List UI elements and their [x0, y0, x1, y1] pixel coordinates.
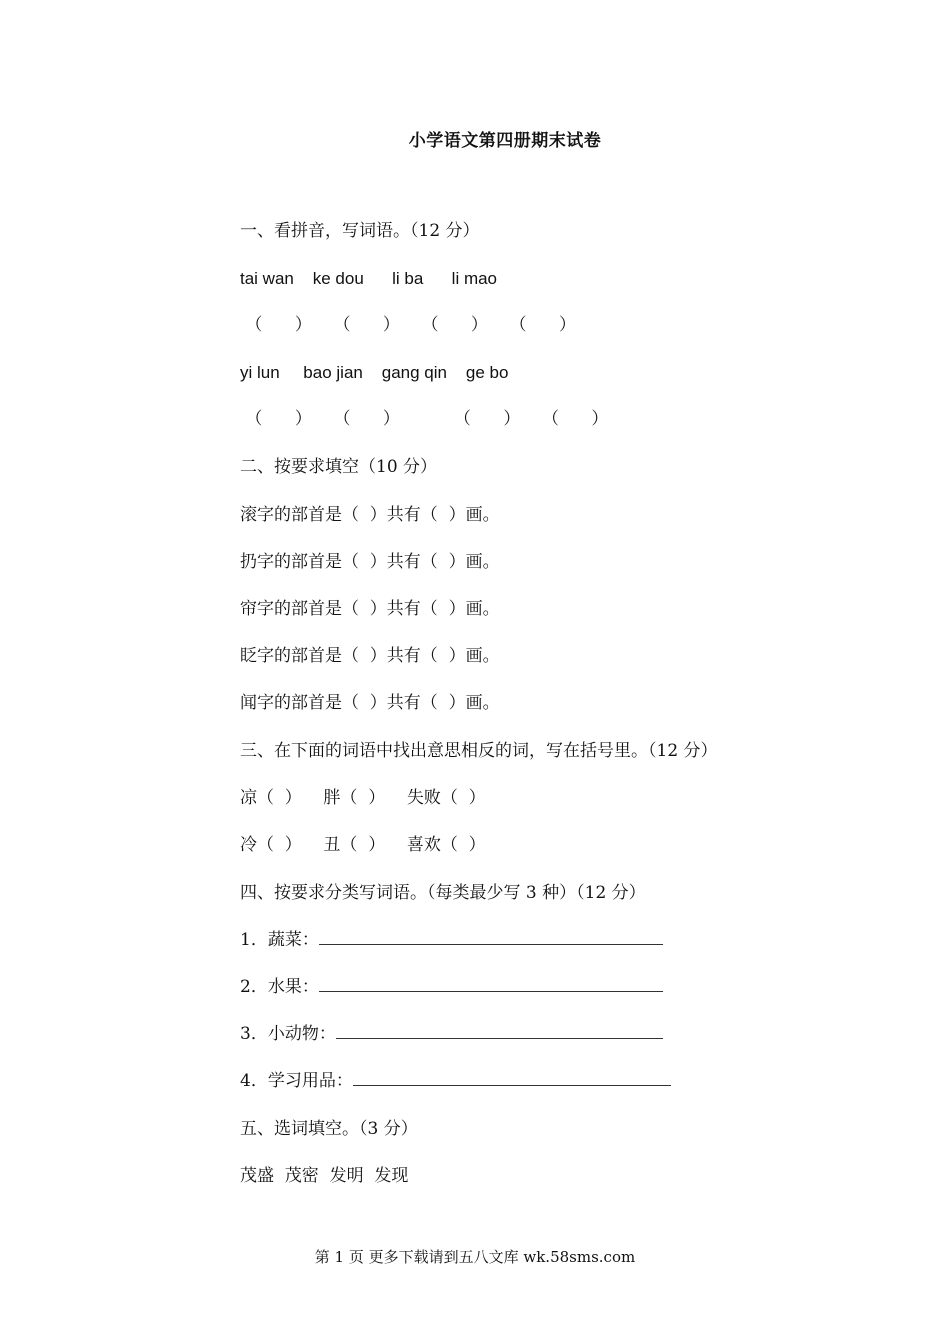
section-2-heading: 二、按要求填空（10 分）: [240, 457, 438, 477]
radical-question-5: 闻字的部首是（ ）共有（ ）画。: [240, 693, 500, 713]
pinyin-row-2: yi lun bao jian gang qin ge bo: [240, 363, 509, 382]
page-footer: 第 1 页 更多下载请到五八文库 wk.58sms.com: [314, 1248, 636, 1266]
answer-line[interactable]: [353, 1071, 671, 1086]
category-school-supplies: [240, 1070, 671, 1092]
answer-parens-row-1: （ ） （ ） （ ） （ ）: [240, 315, 576, 335]
page-title: 小学语文第四册期末试卷: [408, 131, 602, 151]
category-small-animals: [240, 1023, 663, 1045]
antonym-row-2: 冷（ ） 丑（ ） 喜欢（ ）: [240, 835, 486, 855]
category-fruits: [240, 976, 663, 998]
radical-question-1: 滚字的部首是（ ）共有（ ）画。: [240, 505, 500, 525]
radical-question-3: 帘字的部首是（ ）共有（ ）画。: [240, 599, 500, 619]
category-vegetables: [240, 929, 663, 951]
section-4-heading: 四、按要求分类写词语。（每类最少写 3 种）（12 分）: [240, 883, 646, 903]
radical-question-2: 扔字的部首是（ ）共有（ ）画。: [240, 552, 500, 572]
answer-line[interactable]: [319, 930, 663, 945]
category-label: 3．小动物：: [240, 1024, 336, 1044]
answer-parens-row-2: （ ） （ ） （ ） （ ）: [240, 409, 609, 429]
pinyin-row-1: tai wan ke dou li ba li mao: [240, 269, 498, 288]
section-3-heading: 三、在下面的词语中找出意思相反的词，写在括号里。（12 分）: [240, 741, 718, 761]
category-label: 1．蔬菜：: [240, 930, 319, 950]
answer-line[interactable]: [336, 1024, 663, 1039]
category-label: 4．学习用品：: [240, 1071, 353, 1091]
category-label: 2．水果：: [240, 977, 319, 997]
antonym-row-1: 凉（ ） 胖（ ） 失败（ ）: [240, 788, 486, 808]
word-choices: 茂盛 茂密 发明 发现: [240, 1166, 409, 1186]
radical-question-4: 眨字的部首是（ ）共有（ ）画。: [240, 646, 500, 666]
answer-line[interactable]: [319, 977, 663, 992]
section-5-heading: 五、选词填空。（3 分）: [240, 1119, 418, 1139]
section-1-heading: 一、看拼音，写词语。（12 分）: [240, 221, 480, 241]
